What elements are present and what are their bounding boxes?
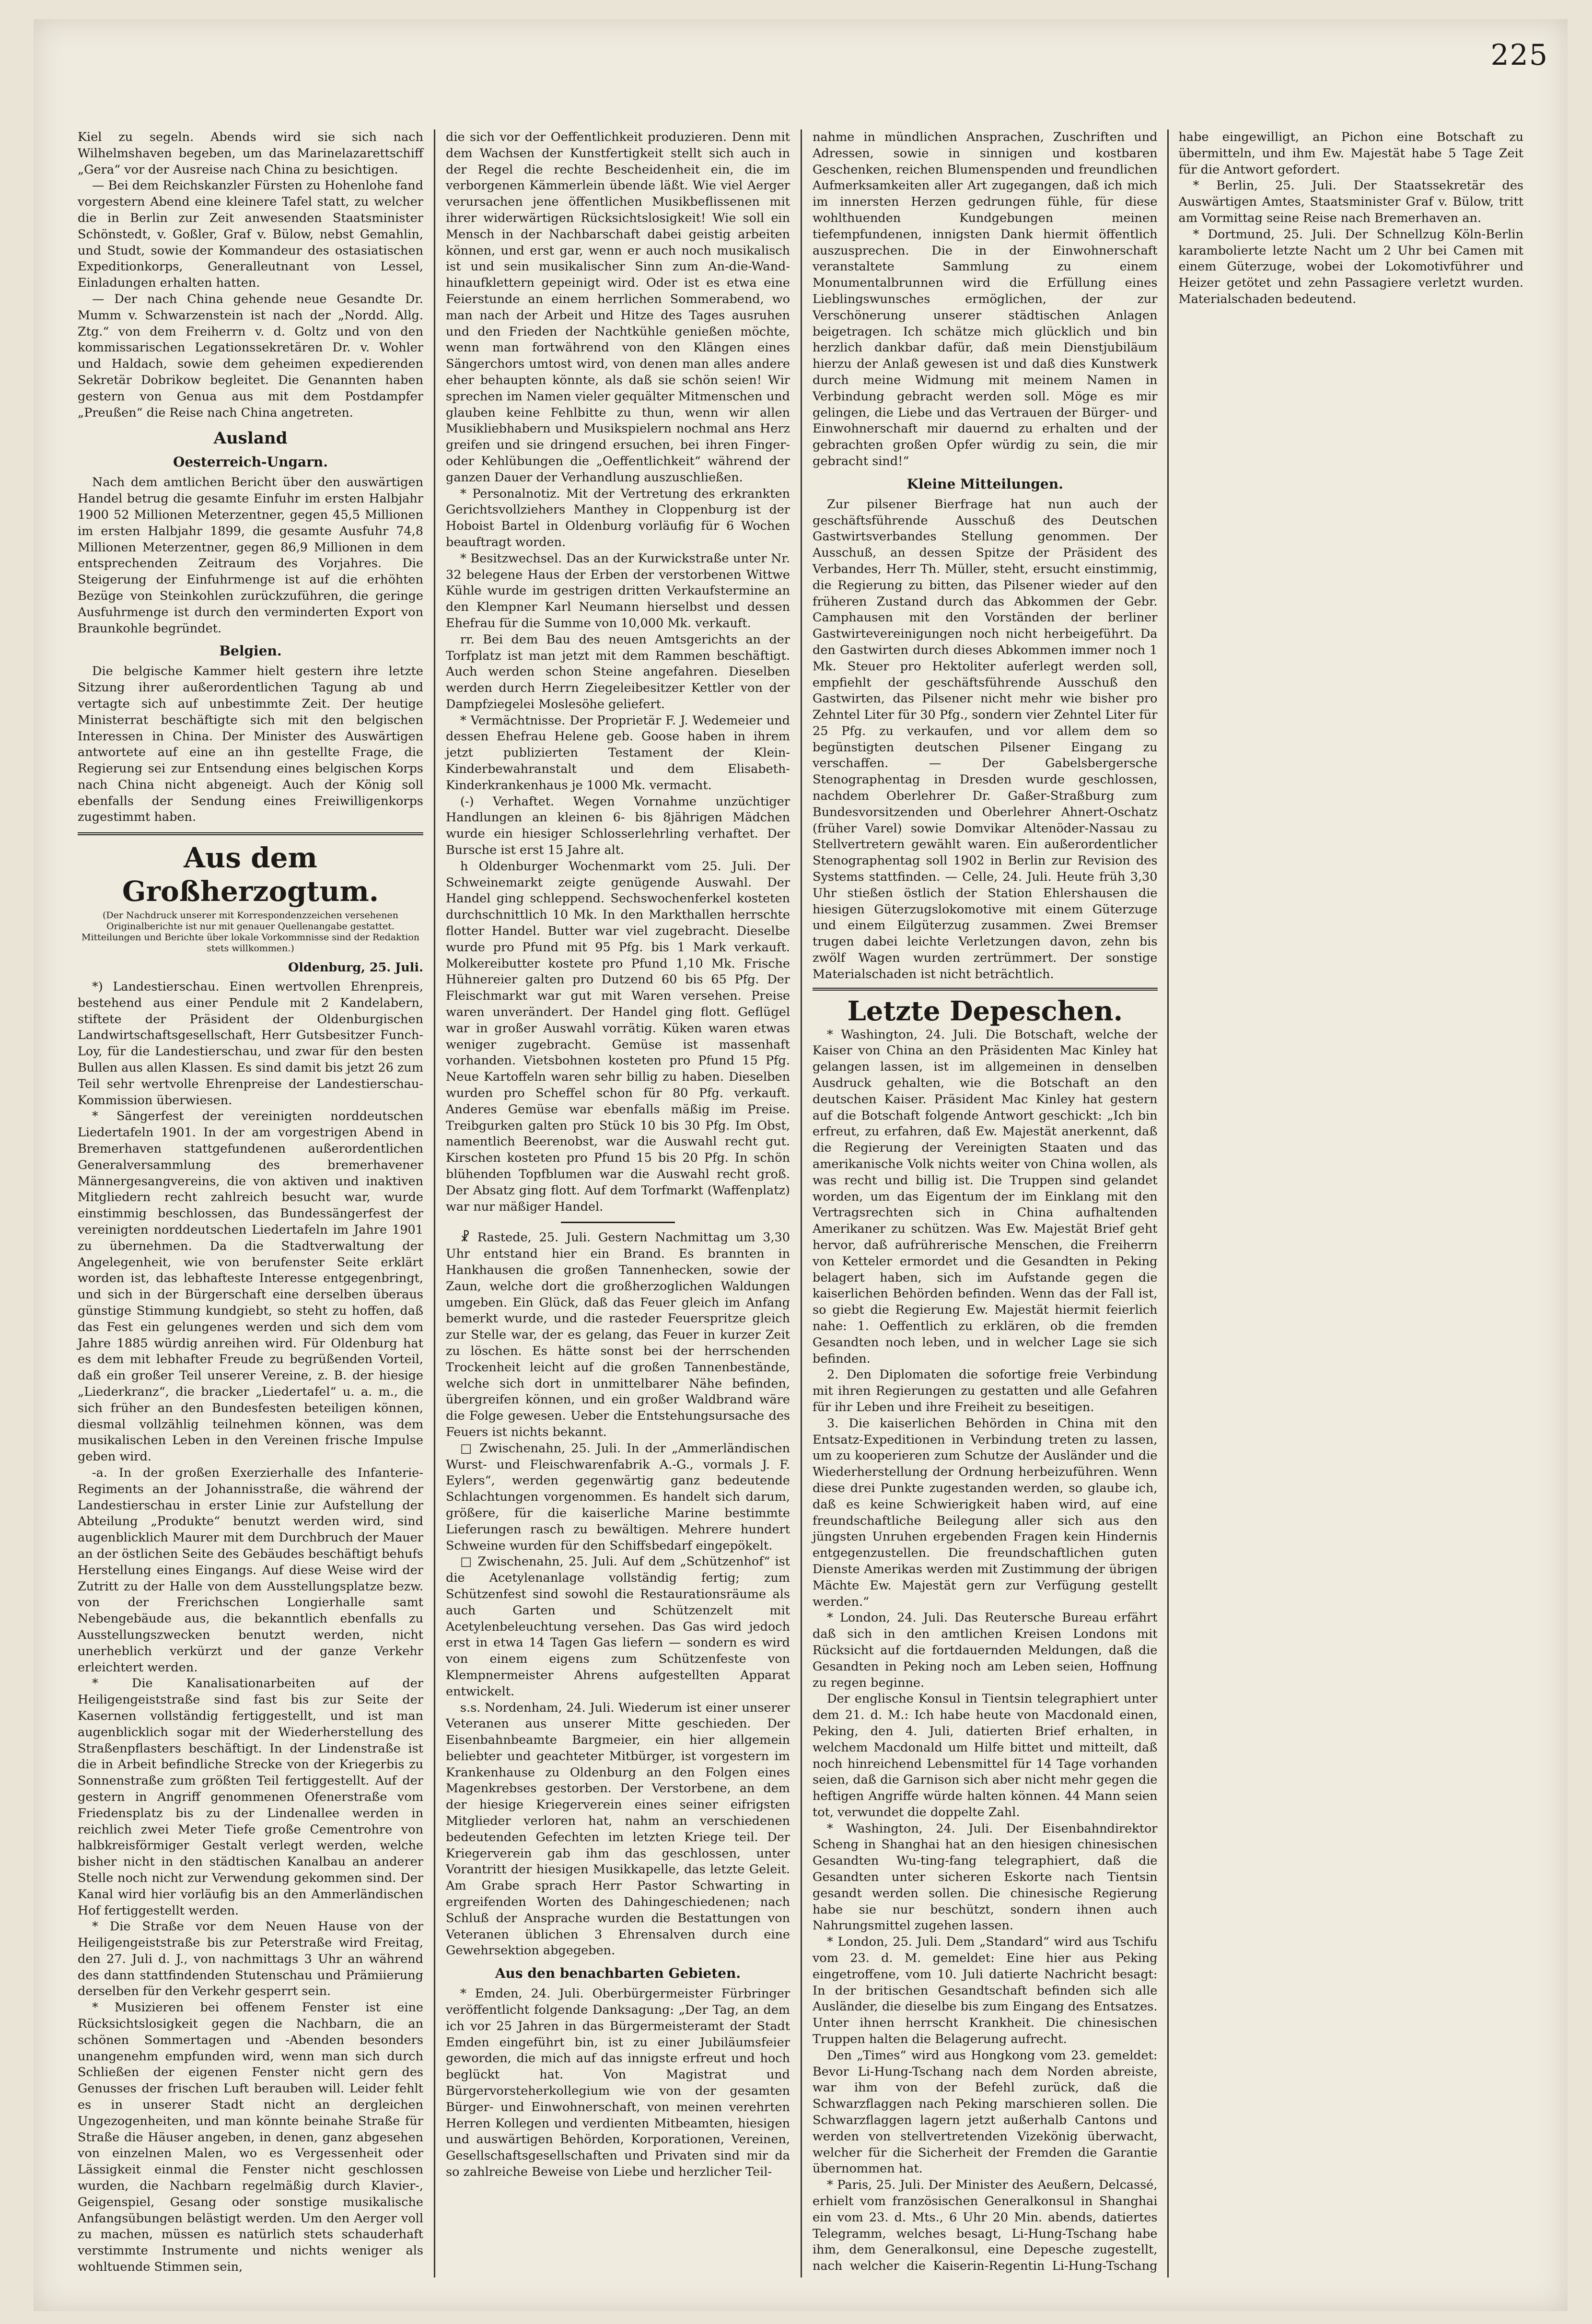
subheading-belgien: Belgien. [219,643,282,659]
paragraph: * Emden, 24. Juli. Oberbürgermeister Fürbringer veröffentlicht folgende Danksagung: „Der Tag, an dem ich vor 25 Jahren in das Bürgermeisteramt der Stadt Emden eingeführt bin, ist zu einer Jubiläumsfeier geworden, die mich auf das innigste erfreut und hoch beglückt hat. Von Magistrat und Bürgervorsteherkollegium wie von der gesamten Bürger- und Einwohnerschaft, von meinen verehrten Herren Kollegen und verdienten Mitbeamten, hiesigen und auswärtigen Behörden, Korporationen, Vereinen, Gesellschaftsgesellschaften und Privaten sind mir da so zahlreiche Beweise von Liebe und herzlicher Teil- [446,1986,790,2180]
paragraph: * Berlin, 25. Juli. Der Staatssekretär des Auswärtigen Amtes, Staatsminister Graf v. Bülow, tritt am Vormittag seine Reise nach Bremerhaven an. [1178,178,1523,225]
paragraph: * Die Kanalisationarbeiten auf der Heiligengeiststraße sind fast bis zur Seite der Kasernen vollständig fertiggestellt, und ist man augenblicklich sogar mit der Wiederherstellung des Straßenpflasters beschäftigt. In der Lindenstraße ist die in Arbeit befindliche Strecke von der Kriegerbis zu Sonnenstraße zum größten Teil fertiggestellt. Auf der gestern in Angriff genommenen Ofenerstraße vom Friedensplatz bis zu der Lindenallee werden in reichlich zwei Meter Tiefe große Cementrohre von halbkreisförmiger Gestalt verlegt werden, welche bisher nicht in den städtischen Kanalbau an anderer Stelle noch nicht zur Verwendung gekommen sind. Der Kanal wird hier vorläufig bis an den Ammerländischen Hof fertiggestellt werden. [78,1676,423,1918]
paragraph: Zur pilsener Bierfrage hat nun auch der geschäftsführende Ausschuß des Deutschen Gastwirtsverbandes Stellung genommen. Der Ausschuß, an dessen Spitze der Präsident des Verbandes, Herr Th. Müller, steht, ersucht einstimmig, die Regierung zu bitten, das Pilsener wieder auf den früheren Zustand durch das Abkommen der Gebr. Camphausen mit den Vorständen der berliner Gastwirtevereinigungen noch nicht herbeigeführt. Da den Gastwirten durch dieses Abkommen immer noch 1 Mk. Steuer pro Hektoliter auferlegt werden soll, empfiehlt der geschäftsführende Ausschuß den Gastwirten, das Pilsener nicht mehr wie bisher pro Zehntel Liter für 30 Pfg., sondern vier Zehntel Liter für 25 Pfg. zu verkaufen, und vor allem dem so begünstigten deutschen Pilsener Eingang zu verschaffen. — Der Gabelsbergersche Stenographentag in Dresden wurde geschlossen, nachdem Oberlehrer Dr. Gaßer-Straßburg zum Bundesvorsitzenden und Oberlehrer Ahnert-Oschatz (früher Varel) sowie Domvikar Altenöder-Nassau zu Stellvertretern gewählt waren. Ein außerordentlicher Stenographentag soll 1902 in Berlin zur Revision des Systems stattfinden. — Celle, 24. Juli. Heute früh 3,30 Uhr stießen östlich der Station Ehlershausen die hiesigen Güterzugslokomotive mit einem Güterzuge und einem Eilgüterzug zusammen. Zwei Bremser trugen dabei leichte Verletzungen davon, zehn bis zwölf Wagen wurden zertrümmert. Der sonstige Materialschaden ist nicht beträchtlich. [813,497,1158,981]
paragraph: *) Landestierschau. Einen wertvollen Ehrenpreis, bestehend aus einer Pendule mit 2 Kandelabern, stiftete der Präsident der Oldenburgischen Landwirtschaftsgesellschaft, Herr Gutsbesitzer Funch-Loy, für die Landestierschau, und zwar für den besten Bullen aus allen Klassen. Es sind damit bis jetzt 26 zum Teil sehr wertvolle Ehrenpreise der Landestierschau-Kommission überwiesen. [78,980,423,1108]
paragraph: * Washington, 24. Juli. Die Botschaft, welche der Kaiser von China an den Präsidenten Mac Kinley hat gelangen lassen, ist im allgemeinen in denselben Ausdruck gehalten, wie die Botschaft an den deutschen Kaiser. Präsident Mac Kinley hat gestern auf die Botschaft folgende Antwort geschickt: „Ich bin erfreut, zu erfahren, daß Ew. Majestät anerkennt, daß die Regierung der Vereinigten Staaten und das amerikanische Volk nichts weiter von China wollen, als was recht und billig ist. Die Truppen sind gelandet worden, um das Eigentum der im Einklang mit den Vertragsrechten sich in China aufhaltenden Amerikaner zu schützen. Was Ew. Majestät Brief geht hervor, daß aufrührerische Menschen, die Freiherrn von Ketteler ermordet und die Gesandten in Peking belagert haben, sich im Aufstande gegen die kaiserlichen Behörden befinden. Wenn das der Fall ist, so giebt die Regierung Ew. Majestät hiermit feierlich nahe: 1. Oeffentlich zu erklären, ob die fremden Gesandten noch leben, und in welcher Lage sie sich befinden. [813,1027,1158,1366]
paragraph: — Bei dem Reichskanzler Fürsten zu Hohenlohe fand vorgestern Abend eine kleinere Tafel statt, zu welcher die in Berlin zur Zeit anwesenden Staatsminister Schönstedt, v. Goßler, Graf v. Bülow, nebst Gemahlin, und Studt, sowie der Kommandeur des ostasiatischen Expeditionkorps, Generalleutnant von Lessel, Einladungen erhalten hatten. [78,178,423,291]
subheading-oesterreich: Oesterreich-Ungarn. [173,454,328,470]
column-3 [801,129,1534,2277]
section-heading-grossherzogtum: Aus dem Großherzogtum. [78,832,423,908]
article-columns [67,129,1534,2277]
paragraph: Der englische Konsul in Tientsin telegraphiert unter dem 21. d. M.: Ich habe heute von Macdonald einen, Peking, den 4. Juli, datierten Brief erhalten, in welchem Macdonald um Hilfe bittet und mitteilt, daß noch hinreichend Lebensmittel für 14 Tage vorhanden seien, daß die Garnison sich aber nicht mehr gegen die heftigen Angriffe würde halten können. 44 Mann seien tot, verwundet die doppelte Zahl. [813,1692,1158,1820]
paragraph: Kiel zu segeln. Abends wird sie sich nach Wilhelmshaven begeben, um das Marinelazarettschiff „Gera“ vor der Ausreise nach China zu besichtigen. [78,130,423,177]
paragraph: h Oldenburger Wochenmarkt vom 25. Juli. Der Schweinemarkt zeigte genügende Auswahl. Der Handel ging schleppend. Sechswochenferkel kosteten durchschnittlich 10 Mk. In den Markthallen herrschte flotter Handel. Butter war viel zugebracht. Dieselbe wurde pro Pfund mit 95 Pfg. bis 1 Mark verkauft. Molkereibutter kostete pro Pfund 1,10 Mk. Frische Hühnereier galten pro Dutzend 60 bis 65 Pfg. Der Fleischmarkt war gut mit Waren versehen. Preise waren unverändert. Der Handel ging flott. Geflügel war in großer Auswahl vorrätig. Küken waren etwas weniger zugebracht. Gemüse ist massenhaft vorhanden. Vietsbohnen kosteten pro Pfund 15 Pfg. Neue Kartoffeln waren sehr billig zu haben. Dieselben wurden pro Scheffel schon für 80 Pfg. verkauft. Anderes Gemüse war ebenfalls mäßig im Preise. Treibgurken galten pro Stück 10 bis 30 Pfg. Im Obst, namentlich Beerenobst, war die Auswahl recht gut. Kirschen kosteten pro Pfund 15 bis 20 Pfg. In schön blühenden Topfblumen war die Auswahl recht groß. Der Absatz ging flott. Auf dem Torfmarkt (Waffenplatz) war nur mäßiger Handel. [446,859,790,1214]
paragraph: * London, 25. Juli. Dem „Standard“ wird aus Tschifu vom 23. d. M. gemeldet: Eine hier aus Peking eingetroffene, vom 10. Juli datierte Nachricht besagt: In der britischen Gesandtschaft befinden sich alle Ausländer, die dieselbe bis zum Eingang des Entsatzes. Unter ihnen herrscht Krankheit. Die chinesischen Truppen halten die Belagerung aufrecht. [813,1935,1158,2047]
paragraph: Den „Times“ wird aus Hongkong vom 23. gemeldet: Bevor Li-Hung-Tschang nach dem Norden abreiste, war ihm von der Befehl zurück, daß die Schwarzflaggen nach Peking marschieren sollen. Die Schwarzflaggen lagern jetzt außerhalb Cantons und werden von stellvertretenden Vizekönig überwacht, welcher für die Sicherheit der Fremden die Garantie übernommen hat. [813,2048,1158,2176]
paragraph: * Die Straße vor dem Neuen Hause von der Heiligengeiststraße bis zur Peterstraße wird Freitag, den 27. Juli d. J., von nachmittags 3 Uhr an während des dann stattfindenden Stutenschau und Prämiierung derselben für den Verkehr gesperrt sein. [78,1919,423,1999]
column-2 [434,129,801,2277]
section-heading-letzte-depeschen: Letzte Depeschen. [813,988,1158,1027]
section-heading-nachbargebiete: Aus den benachbarten Gebieten. [495,1965,741,1982]
paragraph: * Besitzwechsel. Das an der Kurwickstraße unter Nr. 32 belegene Haus der Erben der verstorbenen Wittwe Kühle wurde im gestrigen dritten Verkaufstermine an den Klempner Karl Neumann hierselbst und dessen Ehefrau für die Summe von 10,000 Mk. verkauft. [446,551,790,631]
paragraph: -a. In der großen Exerzierhalle des Infanterie-Regiments an der Johannisstraße, die während der Landestierschau in erster Linie zur Aufstellung der Abteilung „Produkte“ benutzt werden wird, sind augenblicklich Maurer mit dem Durchbruch der Mauer an der östlichen Seite des Gebäudes beschäftigt behufs Herstellung eines Eingangs. Auf diese Weise wird der Zutritt zu der Halle von dem Ausstellungsplatze bezw. von der Frerichschen Longierhalle samt Nebengebäude aus, die bekanntlich ebenfalls zu Ausstellungszwecken benutzt werden, nicht unerheblich verkürzt und der ganze Verkehr erleichtert werden. [78,1465,423,1675]
paragraph: □ Zwischenahn, 25. Juli. In der „Ammerländischen Wurst- und Fleischwarenfabrik A.-G., vormals J. F. Eylers“, werden gegenwärtig ganz bedeutende Schlachtungen vorgenommen. Es handelt sich darum, größere, für die kaiserliche Marine bestimmte Lieferungen rasch zu bewältigen. Mehrere hundert Schweine wurden für den Schiffsbedarf eingepökelt. [446,1441,790,1553]
paragraph: * London, 24. Juli. Das Reutersche Bureau erfährt daß sich in den amtlichen Kreisen Londons mit Rücksicht auf die fortdauernden Meldungen, daß die Gesandten in Peking noch am Leben seien, Hoffnung zu regen beginne. [813,1611,1158,1690]
section-heading-ausland: Ausland [213,429,288,448]
paragraph: s.s. Nordenham, 24. Juli. Wiederum ist einer unserer Veteranen aus unserer Mitte geschieden. Der Eisenbahnbeamte Bargmeier, ein hier allgemein beliebter und geachteter Mitbürger, ist vorgestern im Krankenhause zu Oldenburg an den Folgen eines Magenkrebses gestorben. Der Verstorbene, an dem der hiesige Kriegerverein eines seiner eifrigsten Mitglieder verloren hat, nahm an verschiedenen bedeutenden Gefechten im letzten Kriege teil. Der Kriegerverein gab ihm das geschlossen, unter Vorantritt der hiesigen Musikkapelle, das letzte Geleit. Am Grabe sprach Herr Pastor Schwarting in ergreifenden Worten des Dahingeschiedenen; nach Schluß der Ansprache wurden die Bestattungen von Veteranen üblichen 3 Ehrensalven durch eine Gewehrsektion abgegeben. [446,1700,790,1958]
paragraph: ☧ Rastede, 25. Juli. Gestern Nachmittag um 3,30 Uhr entstand hier ein Brand. Es brannten in Hankhausen die großen Tannenhecken, sowie der Zaun, welche dort die großherzoglichen Waldungen umgeben. Ein Glück, daß das Feuer gleich im Anfang bemerkt wurde, und die rasteder Feuerspritze gleich zur Stelle war, der es gelang, das Feuer in kurzer Zeit zu löschen. Es hätte sonst bei der herrschenden Trockenheit leicht auf die großen Tannenbestände, welche sich dort in unmittelbarer Nähe befinden, übergreifen können, und ein großer Waldbrand wäre die Folge gewesen. Ueber die Entstehungsursache des Feuers ist nichts bekannt. [446,1230,790,1439]
paragraph: □ Zwischenahn, 25. Juli. Auf dem „Schützenhof“ ist die Acetylenanlage vollständig fertig; zum Schützenfest sind sowohl die Restaurationsräume als auch Garten und Schützenzelt mit Acetylenbeleuchtung versehen. Das Gas wird jedoch erst in etwa 14 Tagen Gas liefern — sondern es wird von einem eigens zum Schützenfeste von Klempnermeister Ahrens aufgestellten Apparat entwickelt. [446,1554,790,1699]
paragraph: Nach dem amtlichen Bericht über den auswärtigen Handel betrug die gesamte Einfuhr im ersten Halbjahr 1900 52 Millionen Meterzentner, gegen 45,5 Millionen im ersten Halbjahr 1899, die gesamte Ausfuhr 74,8 Millionen Meterzentner, gegen 86,9 Millionen in dem entsprechenden Zeitraum des Vorjahres. Die Steigerung der Einfuhrmenge ist auf die erhöhten Bezüge von Steinkohlen zurückzuführen, die geringe Ausfuhrmenge ist durch den verminderten Export von Braunkohle begründet. [78,475,423,636]
paragraph: — Der nach China gehende neue Gesandte Dr. Mumm v. Schwarzenstein ist nach der „Nordd. Allg. Ztg.“ von dem Freiherrn v. d. Goltz und von den kommissarischen Legationssekretären Dr. v. Wohler und Haldach, sowie dem geheimen expedierenden Sekretär Dobrikow begleitet. Die Genannten haben gestern von Genua aus mit dem Postdampfer „Preußen“ die Reise nach China angetreten. [78,292,423,420]
paragraph: rr. Bei dem Bau des neuen Amtsgerichts an der Torfplatz ist man jetzt mit dem Rammen beschäftigt. Auch werden schon Steine angefahren. Dieselben werden durch Herrn Ziegeleibesitzer Kettler von der Dampfziegelei Moslesöhe geliefert. [446,632,790,712]
section-heading-kleine-mitteilungen: Kleine Mitteilungen. [906,476,1063,492]
paragraph: * Dortmund, 25. Juli. Der Schnellzug Köln-Berlin karambolierte letzte Nacht um 2 Uhr bei Camen mit einem Güterzuge, wobei der Lokomotivführer und Heizer getötet und zehn Passagiere verletzt wurden. Materialschaden bedeutend. [1178,227,1523,306]
paragraph: (-) Verhaftet. Wegen Vornahme unzüchtiger Handlungen an kleinen 6- bis 8jährigen Mädchen wurde ein hiesiger Schlosserlehrling verhaftet. Der Bursche ist erst 15 Jahre alt. [446,794,790,858]
paragraph: 3. Die kaiserlichen Behörden in China mit den Entsatz-Expeditionen in Verbindung treten zu lassen, um zu kooperieren zum Schutze der Ausländer und die Wiederherstellung der Ordnung herbeizuführen. Wenn diese drei Punkte zugestanden werden, so glaube ich, daß es keine Schwierigkeit haben wird, auf eine freundschaftliche Beilegung aller sich aus den jüngsten Unruhen ergebenden Fragen kein Hindernis entgegenzustellen. Die freundschaftlichen guten Dienste Amerikas werden mit Zustimmung der übrigen Mächte Ew. Majestät gern zur Verfügung gestellt werden.“ [813,1416,1158,1609]
paragraph: * Vermächtnisse. Der Proprietär F. J. Wedemeier und dessen Ehefrau Helene geb. Goose haben in ihrem jetzt publizierten Testament der Klein-Kinderbewahranstalt und dem Elisabeth-Kinderkrankenhaus je 1000 Mk. vermacht. [446,713,790,793]
paragraph: * Musizieren bei offenem Fenster ist eine Rücksichtslosigkeit gegen die Nachbarn, die an schönen Sommertagen und -Abenden besonders unangenehm empfunden wird, wenn man sich durch Schließen der eigenen Fenster nicht gern des Genusses der frischen Luft berauben will. Leider fehlt es in unserer Stadt nicht an dergleichen Ungezogenheiten, und man könnte beinahe Straße für Straße die Häuser angeben, in denen, ganz abgesehen von einzelnen Malen, wo es Vergessenheit oder Lässigkeit einmal die Fenster nicht geschlossen wurden, die Nachbarn regelmäßig durch Klavier-, Geigenspiel, Gesang oder sonstige musikalische Anfangsübungen belästigt werden. Um den Aerger voll zu machen, müssen es natürlich stets schauderhaft verstimmte Instrumente und nichts weniger als wohltuende Stimmen sein, [78,2000,423,2275]
column-1 [67,129,434,2277]
newspaper-page [34,19,1568,2311]
page-number: 225 [1490,38,1548,72]
paragraph: * Washington, 24. Juli. Der Eisenbahndirektor Scheng in Shanghai hat an den hiesigen chinesischen Gesandten Wu-ting-fang telegraphiert, daß die Gesandten unter sicheren Eskorte nach Tientsin gesandt werden sollen. Die chinesische Regierung habe sie nur beschützt, sondern ihnen auch Nahrungsmittel zugehen lassen. [813,1821,1158,1933]
paragraph: * Personalnotiz. Mit der Vertretung des erkrankten Gerichtsvollziehers Manthey in Cloppenburg ist der Hoboist Bartel in Oldenburg vorläufig für 6 Wochen beauftragt worden. [446,486,790,549]
paragraph: nahme in mündlichen Ansprachen, Zuschriften und Adressen, sowie in sinnigen und kostbaren Geschenken, reichen Blumenspenden und freundlichen Aufmerksamkeiten aller Art zugegangen, daß ich mich im innersten Herzen gedrungen fühle, für diese wohlthuenden Kundgebungen meinen tiefempfundenen, innigsten Dank hiermit öffentlich auszusprechen. Die in der Einwohnerschaft veranstaltete Sammlung zu einem Monumentalbrunnen wird die Erfüllung eines Lieblingswunsches ermöglichen, der zur Verschönerung unserer städtischen Anlagen beigetragen. Ich schätze mich glücklich und bin herzlich dankbar dafür, daß mein Dienstjubiläum hierzu der Anlaß gewesen ist und daß dies Kunstwerk durch meine Widmung mit meinem Namen in Verbindung gebracht werden soll. Möge es mir gelingen, die Liebe und das Vertrauen der Bürger- und Einwohnerschaft mir dauernd zu erhalten und der gebrachten großen Opfer würdig zu sein, die mir gebracht sind!“ [813,130,1158,468]
paragraph: 2. Den Diplomaten die sofortige freie Verbindung mit ihren Regierungen zu gestatten und alle Gefahren für ihr Leben und ihre Freiheit zu beseitigen. [813,1367,1158,1414]
reprint-notice: (Der Nachdruck unserer mit Korrespondenzzeichen versehenen Originalberichte ist nur mit genauer Quellenangabe gestattet. Mitteilungen und Berichte über lokale Vorkommnisse sind der Redaktion stets willkommen.) [81,910,419,954]
column-3-flow [813,129,1523,2277]
paragraph: Die belgische Kammer hielt gestern ihre letzte Sitzung ihrer außerordentlichen Tagung ab und vertagte sich auf unbestimmte Zeit. Der heutige Ministerrat beschäftigte sich mit den belgischen Interessen in China. Der Minister des Auswärtigen antwortete auf eine an ihn gestellte Frage, die Regierung sei zur Entsendung eines belgischen Korps nach China nicht abgeneigt. Auch der König soll ebenfalls der Sendung eines Freiwilligenkorps zugestimmt haben. [78,664,423,825]
divider [561,1222,675,1223]
dateline: Oldenburg, 25. Juli. [288,960,423,975]
paragraph: * Paris, 25. Juli. Der Minister des Aeußern, Delcassé, erhielt vom französischen Generalkonsul in Shanghai ein vom 23. d. Mts., 6 Uhr 20 Min. abends, datiertes Telegramm, welches besagt, Li-Hung-Tschang habe ihm, dem Generalkonsul, eine Depesche zugestellt, nach welcher die Kaiserin-Regentin Li-Hung-Tschang habe eingewilligt, an Pichon eine Botschaft zu übermitteln, und ihm Ew. Majestät habe 5 Tage Zeit für die Antwort gefordert. [813,130,1523,2274]
paragraph: * Sängerfest der vereinigten norddeutschen Liedertafeln 1901. In der am vorgestrigen Abend in Bremerhaven stattgefundenen außerordentlichen Generalversammlung des bremerhavener Männergesangvereins, die von aktiven und inaktiven Mitgliedern recht zahlreich besucht war, wurde einstimmig beschlossen, das Bundessängerfest der vereinigten norddeutschen Liedertafeln im Jahre 1901 zu übernehmen. Da die Stadtverwaltung der Angelegenheit, wie von berufenster Seite erklärt worden ist, das lebhafteste Interesse entgegenbringt, und sich in der Bürgerschaft eine derselben überaus günstige Stimmung kundgiebt, so steht zu hoffen, daß das Fest ein gelungenes werden und sich dem vom Jahre 1885 würdig anreihen wird. Für Oldenburg hat es dem mit lebhafter Freude zu begrüßenden Vorteil, daß ein großer Teil unserer Vereine, z. B. der hiesige „Liederkranz“, die bracker „Liedertafel“ u. a. m., die sich früher an den Bundesfesten beteiligen können, diesmal vollzählig teilnehmen können, was dem musikalischen Leben in den Vereinen frische Impulse geben wird. [78,1109,423,1464]
paragraph: die sich vor der Oeffentlichkeit produzieren. Denn mit dem Wachsen der Kunstfertigkeit stellt sich auch in der Regel die rechte Bescheidenheit ein, die im verborgenen Kämmerlein übende läßt. Wie viel Aerger verursachen jene öffentlichen Musikbeflissenen mit ihrer widerwärtigen Rücksichtslosigkeit! Wie soll ein Mensch in der Nachbarschaft dabei geistig arbeiten können, und erst gar, wenn er auch noch musikalisch ist und sein musikalischer Sinn zum An-die-Wand-hinaufklettern gepeinigt wird. Oder ist es etwa eine Feierstunde an einem herrlichen Sommerabend, wo man nach der Arbeit und Hitze des Tages ausruhen und den Frieden der Nachtkühle genießen möchte, wenn man fortwährend von den Klängen eines Sängerchors umtost wird, von denen man alles andere eher behaupten könnte, als daß sie schön seien! Wir sprechen im Namen vieler gequälter Mitmenschen und glauben keine Fehlbitte zu thun, wenn wir allen Musikliebhabern und Musikspielern nochmal ans Herz greifen und sie dringend ersuchen, bei ihren Finger- oder Kehlübungen die „Oeffentlichkeit“ während der ganzen Dauer der Verhandlung auszuschließen. [446,130,790,485]
